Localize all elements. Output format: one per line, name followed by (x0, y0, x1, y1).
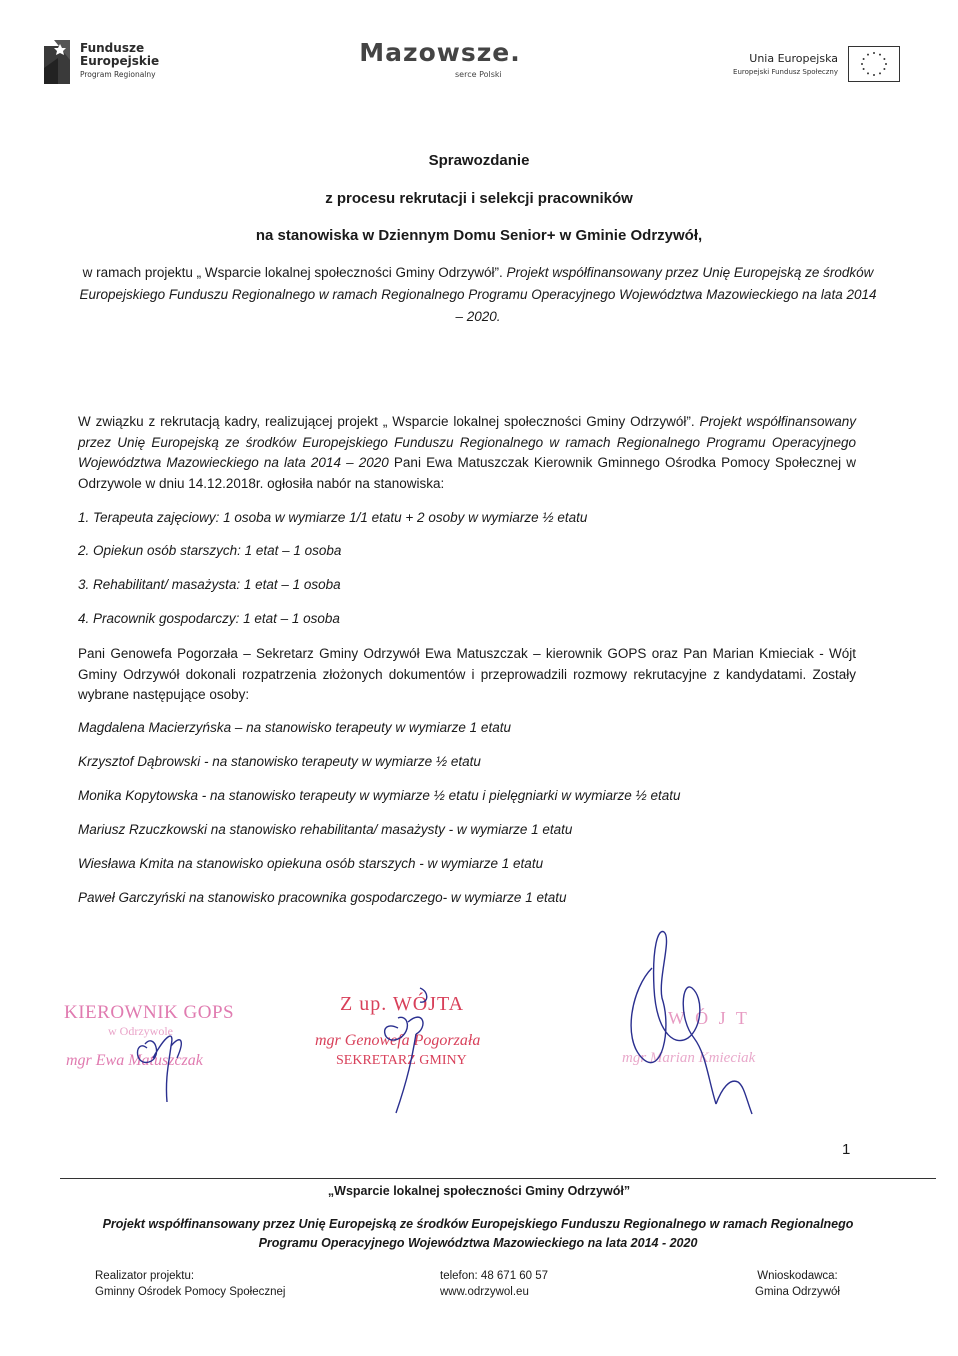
stamp-deputy-line2: mgr Genowefa Pogorzała (315, 1032, 481, 1049)
signature-deputy (368, 978, 448, 1118)
eu-logo-line1: Unia Europejska (749, 52, 838, 65)
selected-person: Paweł Garczyński na stanowisko pracownika gospodarczego- w wymiarze 1 etatu (78, 890, 567, 905)
committee-paragraph: Pani Genowefa Pogorzała – Sekretarz Gminy Odrzywół Ewa Matuszczak – kierownik GOPS oraz Pan Marian Kmieciak - Wójt Gminy Odrzywół dokonali rozpatrzenia złożonych dokumentów i przeprowadzili rozmowy rekrutacyjne z kandydatami. Zostały wybrane następujące osoby: (78, 646, 856, 702)
footer-realizator (95, 1268, 285, 1300)
footer-applicant (755, 1268, 840, 1300)
eu-flag-icon (848, 46, 900, 82)
footer-website: www.odrzywol.eu (440, 1286, 529, 1298)
selected-person: Mariusz Rzuczkowski na stanowisko rehabilitanta/ masażysty - w wymiarze 1 etatu (78, 822, 573, 837)
position-item: 1. Terapeuta zajęciowy: 1 osoba w wymiarze 1/1 etatu + 2 osoby w wymiarze ½ etatu (78, 510, 588, 525)
stamp-gops-line3: mgr Ewa Matuszczak (66, 1052, 203, 1069)
footer-project-title: „Wsparcie lokalnej społeczności Gminy Odrzywół” (327, 1184, 631, 1198)
signature-mayor (612, 928, 782, 1118)
fundusze-europejskie-logo (44, 38, 184, 88)
stamp-deputy-line3: SEKRETARZ GMINY (336, 1053, 467, 1068)
mazowsze-logo (345, 38, 535, 88)
applicant-value: Gmina Odrzywół (755, 1286, 840, 1298)
realizator-value: Gminny Ośrodek Pomocy Społecznej (95, 1286, 286, 1298)
stamp-gops-line2: w Odrzywole (108, 1024, 173, 1038)
fe-logo-line3: Program Regionalny (80, 70, 156, 79)
fe-logo-line1: Fundusze (80, 41, 145, 55)
project-lead: w ramach projektu „ Wsparcie lokalnej społeczności Gminy Odrzywół”. (82, 265, 503, 280)
selected-person: Wiesława Kmita na stanowisko opiekuna osób starszych - w wymiarze 1 etatu (78, 856, 544, 871)
intro-part-a: W związku z rekrutacją kadry, realizującej projekt „ Wsparcie lokalnej społeczności Gminy Odrzywół”. (78, 414, 695, 429)
stamp-mayor-line1: W Ó J T (668, 1008, 750, 1028)
document-subtitle-2: na stanowiska w Dziennym Domu Senior+ w Gminie Odrzywół, (255, 227, 703, 244)
applicant-label: Wnioskodawca: (757, 1270, 838, 1282)
stamp-mayor-line2: mgr Marian Kmieciak (622, 1050, 756, 1066)
project-description (78, 262, 878, 328)
eu-logo (700, 46, 900, 86)
fe-logo-line2: Europejskie (80, 54, 160, 68)
fe-emblem-icon (44, 38, 74, 86)
eu-logo-line2: Europejski Fundusz Społeczny (733, 68, 838, 76)
realizator-label: Realizator projektu: (95, 1270, 195, 1282)
footer-phone: telefon: 48 671 60 57 (440, 1270, 549, 1282)
footer-divider (60, 1178, 936, 1179)
document-title: Sprawozdanie (428, 152, 530, 169)
footer-project-note: Projekt współfinansowany przez Unię Europejską ze środków Europejskiego Funduszu Regionalnego w ramach Regionalnego Programu Operacyjnego Województwa Mazowieckiego na lata 2014 - 2020 (102, 1217, 854, 1250)
document-subtitle-1: z procesu rekrutacji i selekcji pracowników (325, 190, 633, 207)
intro-paragraph (78, 412, 856, 494)
stamp-gops-line1: KIEROWNIK GOPS (64, 1002, 235, 1023)
position-item: 2. Opiekun osób starszych: 1 etat – 1 osoba (78, 543, 342, 558)
project-cofinancing: Projekt współfinansowany przez Unię Europejską ze środków Europejskiego Funduszu Regionalnego w ramach Regionalnego Programu Operacyjnego Województwa Mazowieckiego na lata 2014 – 2020. (79, 265, 877, 324)
selected-person: Krzysztof Dąbrowski - na stanowisko terapeuty w wymiarze ½ etatu (78, 754, 481, 769)
selected-person: Monika Kopytowska - na stanowisko terapeuty w wymiarze ½ etatu i pielęgniarki w wymiarze ½ etatu (78, 788, 681, 803)
mazowsze-tagline: serce Polski (455, 70, 502, 79)
stamp-deputy-line1: Z up. WÓJTA (340, 993, 465, 1015)
intro-part-c: Pani Ewa Matuszczak Kierownik Gminnego Ośrodka Pomocy Społecznej w Odrzywole w dniu 14.12.2018r. ogłosiła nabór na stanowiska: (78, 455, 856, 491)
page-number: 1 (842, 1141, 851, 1158)
position-item: 4. Pracownik gospodarczy: 1 etat – 1 osoba (78, 611, 340, 626)
footer-contact (440, 1268, 548, 1300)
signature-gops (125, 1018, 205, 1108)
position-item: 3. Rehabilitant/ masażysta: 1 etat – 1 osoba (78, 577, 341, 592)
selected-person: Magdalena Macierzyńska – na stanowisko terapeuty w wymiarze 1 etatu (78, 720, 511, 735)
mazowsze-name: Mazowsze. (359, 38, 521, 67)
intro-part-b: Projekt współfinansowany przez Unię Europejską ze środków Europejskiego Funduszu Regionalnego w ramach Regionalnego Programu Operacyjnego Województwa Mazowieckiego na lata 2014 – 2020 (78, 414, 856, 470)
